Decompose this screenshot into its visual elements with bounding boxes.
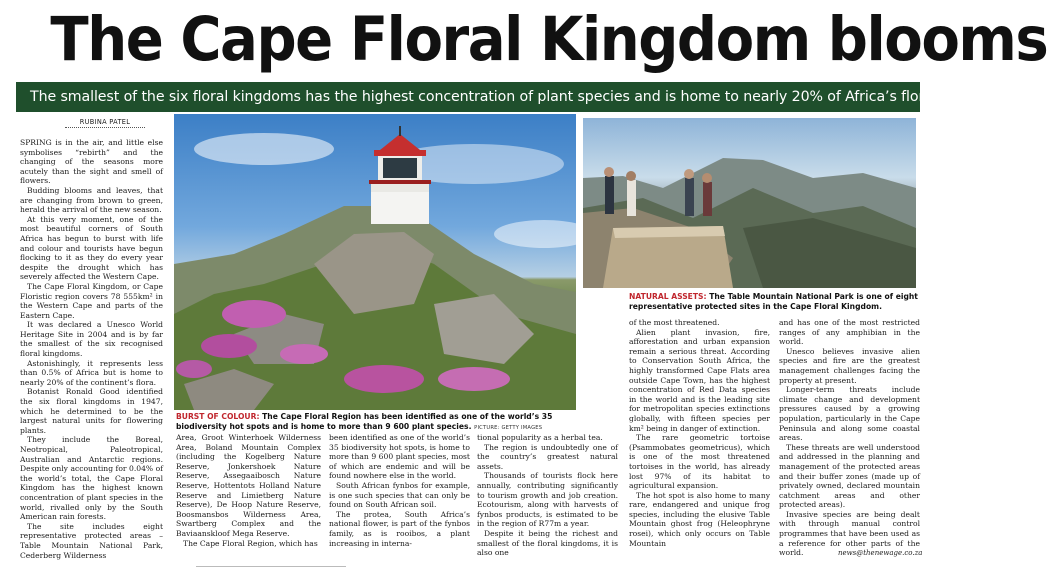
- article-paragraph: It was declared a Unesco World Heritage Site in 2004 and is by far the smallest of the six recognised floral kingdoms.: [20, 320, 163, 359]
- article-column-5: [629, 318, 770, 548]
- article-paragraph: South African fynbos for example, is one such species that can only be found on South African soil.: [329, 480, 470, 510]
- lighthouse-caption: [176, 412, 578, 433]
- article-paragraph: They include the Boreal, Neotropical, Paleotropical, Australian and Antarctic regions. Despite only accounting for 0.04% of the world’s total, the Cape Floral Kingdom has the highest known concentration of plant species in the world, rivalled only by the South American rain forests.: [20, 435, 163, 522]
- lighthouse-photo: [174, 114, 576, 410]
- article-paragraph: The protea, South Africa’s national flower, is part of the fynbos family, as is rooibos, a plant increasing in interna-: [329, 509, 470, 548]
- divider: [196, 566, 346, 567]
- article-paragraph: Unesco believes invasive alien species and fire are the greatest management challenges facing the property at present.: [779, 346, 920, 385]
- article-paragraph: Area, Groot Winterhoek Wilderness Area, Boland Mountain Complex (including the Kogelberg Nature Reserve, Jonkershoek Nature Reserve, Assegaaibosch Nature Reserve, Hottentots Holland Nature Reserve and Limietberg Nature Reserve), De Hoop Nature Reserve, Boosmansbos Wilderness Area, Swartberg Complex and the Baviaanskloof Mega Reserve.: [176, 433, 321, 538]
- article-paragraph: The site includes eight representative protected areas – Table Mountain National Park, Cederberg Wilderness: [20, 521, 163, 560]
- article-paragraph: Thousands of tourists flock here annually, contributing significantly to tourism growth and job creation. Ecotourism, along with harvests of fynbos products, is estimated to be in the region of R77m a year.: [477, 471, 618, 529]
- article-paragraph: The hot spot is also home to many rare, endangered and unique frog species, including the elusive Table Mountain ghost frog (Heleophryne rosei), which only occurs on Table Mountain: [629, 490, 770, 548]
- table-mountain-photo: [583, 118, 916, 288]
- byline: RUBINA PATEL: [65, 118, 145, 128]
- caption-lead: NATURAL ASSETS:: [629, 292, 707, 301]
- article-paragraph: The Cape Floral Kingdom, or Cape Floristic region covers 78 555km² in the Western Cape and parts of the Eastern Cape.: [20, 281, 163, 320]
- article-paragraph: Budding blooms and leaves, that are changing from brown to green, herald the arrival of the new season.: [20, 185, 163, 215]
- table-mountain-illustration: [583, 118, 916, 288]
- article-paragraph: The Cape Floral Region, which has: [183, 538, 318, 548]
- article-paragraph: These threats are well understood and addressed in the planning and management of the protected areas and their buffer zones (made up of privately owned, declared mountain catchment areas and other protected areas).: [779, 442, 920, 510]
- article-paragraph: Longer-term threats include climate change and development pressures caused by a growing population, particularly in the Cape Peninsula and along some coastal areas.: [779, 385, 920, 443]
- article-paragraph: The region is undoubtedly one of the country’s greatest natural assets.: [477, 442, 618, 471]
- article-paragraph: SPRING is in the air, and little else symbolises “rebirth” and the changing of the seasons more acutely than the sight and smell of flowers.: [20, 138, 163, 186]
- caption-text: The Table Mountain National Park is one of eight representative protected sites in the Cape Floral Kingdom.: [629, 292, 918, 311]
- article-paragraph: Botanist Ronald Good identified the six floral kingdoms in 1947, which he determined to be the largest natural units for flowering plants.: [20, 387, 163, 435]
- article-paragraph: tional popularity as a herbal tea.: [477, 433, 603, 442]
- photo-credit: PICTURE: GETTY IMAGES: [474, 425, 543, 431]
- article-paragraph: Alien plant invasion, fire, afforestation and urban expansion remain a serious threat. According to Conservation South Africa, the highly transformed Cape Flats area outside Cape Town, has the highest concentration of Red Data species in the world and is the leading site for metropolitan species extinctions globally, with fifteen species per km² being in danger of extinction.: [629, 327, 770, 433]
- article-paragraph: Astonishingly, it represents less than 0.5% of Africa but is home to nearly 20% of the continent’s flora.: [20, 358, 163, 387]
- article-paragraph: Despite it being the richest and smallest of the floral kingdoms, it is also one: [477, 528, 618, 558]
- article-paragraph: of the most threatened.: [629, 318, 720, 327]
- article-paragraph: The rare geometric tortoise (Psammobates geometricus), which is one of the most threatened tortoises in the world, has already lost 97% of its habitat to agricultural expansion.: [629, 433, 770, 491]
- article-column-6: [779, 318, 923, 558]
- article-paragraph: and has one of the most restricted ranges of any amphibian in the world.: [779, 318, 920, 347]
- article-column-2: [176, 433, 321, 548]
- article-column-4: [477, 433, 618, 558]
- lighthouse-illustration: [174, 114, 576, 410]
- subheadline: The smallest of the six floral kingdoms has the highest concentration of plant species and is home to nearly 20% of Africa’s flora: [16, 82, 920, 112]
- article-paragraph: At this very moment, one of the most beautiful corners of South Africa has begun to burst with life and colour and tourists have begun flocking to it as they do every year despite the drought which has severely affected the Western Cape.: [20, 214, 163, 282]
- caption-text: The Cape Floral Region has been identified as one of the world’s 35 biodiversity hot spots and is home to more than 9 600 plant species.: [176, 412, 553, 431]
- table-mountain-caption: [629, 292, 919, 312]
- article-paragraph: Invasive species are being dealt with through manual control programmes that have been used as a reference for other parts of the world.: [779, 509, 920, 558]
- article-paragraph: been identified as one of the world’s 35 biodiversity hot spots, is home to more than 9 600 plant species, most of which are endemic and will be found nowhere else in the world.: [329, 433, 470, 481]
- email-signoff: news@thenewage.co.za: [838, 549, 923, 557]
- headline: The Cape Floral Kingdom blooms: [50, 4, 1047, 75]
- article-column-3: [329, 433, 470, 548]
- article-column-1: [20, 138, 163, 560]
- caption-lead: BURST OF COLOUR:: [176, 412, 260, 421]
